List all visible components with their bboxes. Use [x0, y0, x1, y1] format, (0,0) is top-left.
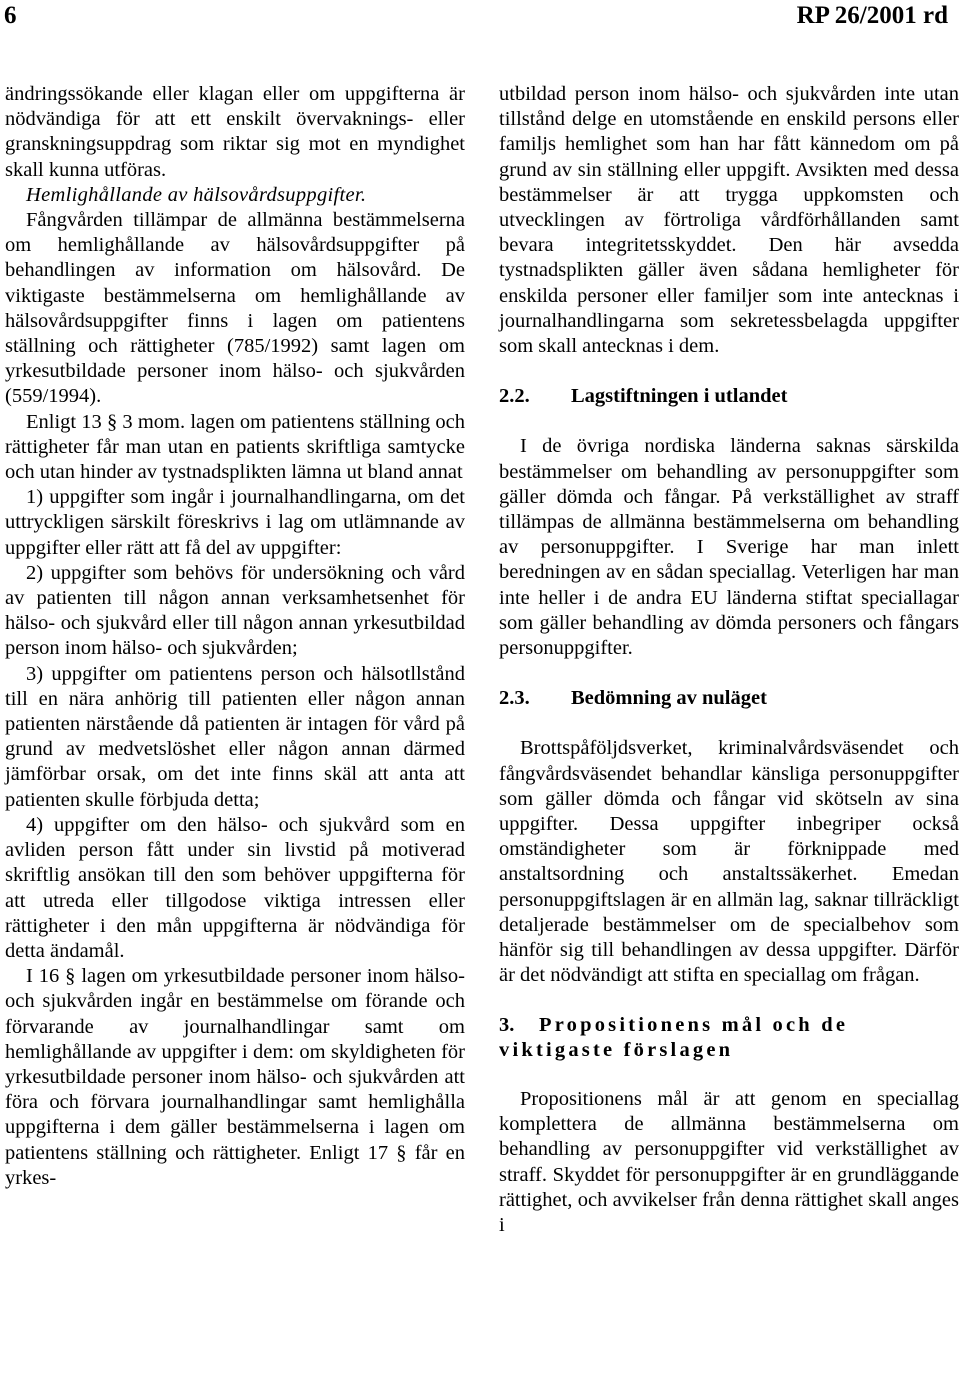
section-title: Bedömning av nuläget	[571, 687, 767, 710]
section-number: 2.3.	[499, 687, 530, 710]
paragraph: utbildad person inom hälso- och sjukvården inte utan tillstånd delge en utomstående en enskild persons eller familjs hemlighet som han har fått kännedom om på grund av sin ställning eller uppgift. Avsikten med dessa bestämmelser är att trygga uppkomsten och utvecklingen av förtroliga vårdförhållanden samt bevara integritetsskyddet. Den här avsedda tystnadsplikten gäller även sådana hemligheter för enskilda personer eller familjer som inte antecknas i journalhandlingarna som sekretessbelagda uppgifter som skall antecknas i dem.	[499, 83, 959, 358]
page-header	[0, 2, 960, 42]
paragraph: Enligt 13 § 3 mom. lagen om patientens ställning och rättigheter får man utan en patients skriftliga samtycke och utan hinder av tystnadsplikten lämna ut bland annat	[5, 410, 465, 484]
list-item: 3) uppgifter om patientens person och hälsotllstånd till en nära anhörig till patienten eller någon annan patienten närstående då patienten är intagen för vård på grund av medvetslöshet eller någon annan därmed jämförbar orsak, om det inte finns skäl att anta att patienten skulle förbjuda detta;	[5, 662, 465, 811]
subsection-title: Hemlighållande av hälsovårdsuppgifter.	[26, 183, 367, 206]
list-item: 2) uppgifter som behövs för undersökning och vård av patienten till någon annan verksamhetsenhet för hälso- och sjukvård eller till någon annan yrkesutbildad person inom hälso- och sjukvården;	[5, 561, 465, 660]
paragraph: I 16 § lagen om yrkesutbildade personer inom hälso- och sjukvården ingår en bestämmelse om förande och förvarande av journalhandlingar samt om hemlighållande av uppgifter i dem: om skyldigheten för yrkesutbildade personer inom hälso- och sjukvården att föra och förvara journalhandlingar samt hemlighålla uppgifterna i dem gäller bestämmelserna i lagen om patientens ställning och rättigheter. Enligt 17 § får en yrkes-	[5, 965, 465, 1189]
right-column	[499, 82, 959, 1238]
section-number: 2.2.	[499, 385, 530, 408]
section-title: Propositionens mål och de viktigaste förslagen	[499, 1013, 849, 1061]
section-heading-3	[499, 1013, 959, 1063]
list-item: 1) uppgifter som ingår i journalhandlingarna, om det uttryckligen särskilt föreskrivs i lag om utlämnande av uppgifter eller rätt att få del av uppgifter:	[5, 486, 465, 559]
paragraph: Brottspåföljdsverket, kriminalvårdsväsendet och fångvårdsväsendet behandlar känsliga personuppgifter som gäller dömda och fångar vid skötseln av sina uppgifter. Dessa uppgifter inbegriper också omständigheter som är förknippade med anstaltsordning och anstaltssäkerhet. Emedan personuppgiftslagen är en allmän lag, saknar tillräckligt detaljerade bestämmelser om de specialbehov som hänför sig till behandlingen av dessa uppgifter. Därför är det nödvändigt att stifta en speciallag om frågan.	[499, 737, 959, 987]
section-number: 3.	[499, 1013, 515, 1036]
paragraph: Fångvården tillämpar de allmänna bestämmelserna om hemlighållande av hälsovårdsuppgifter på behandlingen av information om hälsovård. De viktigaste bestämmelserna om hemlighållande av hälsovårdsuppgifter finns i lagen om patientens ställning och rättigheter (785/1992) samt lagen om yrkesutbildade personer inom hälso- och sjukvården (559/1994).	[5, 209, 465, 408]
paragraph: Propositionens mål är att genom en speciallag komplettera de allmänna bestämmelserna om behandling av personuppgifter vid verkställighet av straff. Skyddet för personuppgifter är en grundläggande rättighet, och avvikelser från denna rättighet skall anges i	[499, 1087, 959, 1236]
page-number: 6	[4, 2, 17, 29]
paragraph: ändringssökande eller klagan eller om uppgifterna är nödvändiga för att ett enskilt övervaknings- eller granskningsuppdrag som riktar sig mot en myndighet skall kunna utföras.	[5, 83, 465, 181]
subsection-title-paragraph	[5, 183, 465, 208]
section-heading-2-2	[499, 384, 959, 409]
section-title: Lagstiftningen i utlandet	[571, 385, 788, 408]
left-column	[5, 82, 465, 1191]
document-reference: RP 26/2001 rd	[796, 2, 948, 29]
paragraph: I de övriga nordiska länderna saknas särskilda bestämmelser om behandling av personuppgifter som gäller dömda och fångar. På verkställighet av straff tillämpas de allmänna bestämmelserna om behandling av personuppgifter. I Sverige har man inlett beredningen av en sådan speciallag. Veterligen har man inte heller i de andra EU länderna stiftat speciallagar som gäller behandling av dömda personers och fångars personuppgifter.	[499, 435, 959, 660]
list-item: 4) uppgifter om den hälso- och sjukvård som en avliden person fått under sin livstid på motiverad skriftlig ansökan till den som behöver uppgifterna för att utreda eller tillgodose viktiga intressen eller rättigheter i den mån uppgifterna är nödvändiga för detta ändamål.	[5, 813, 465, 962]
section-heading-2-3	[499, 686, 959, 711]
